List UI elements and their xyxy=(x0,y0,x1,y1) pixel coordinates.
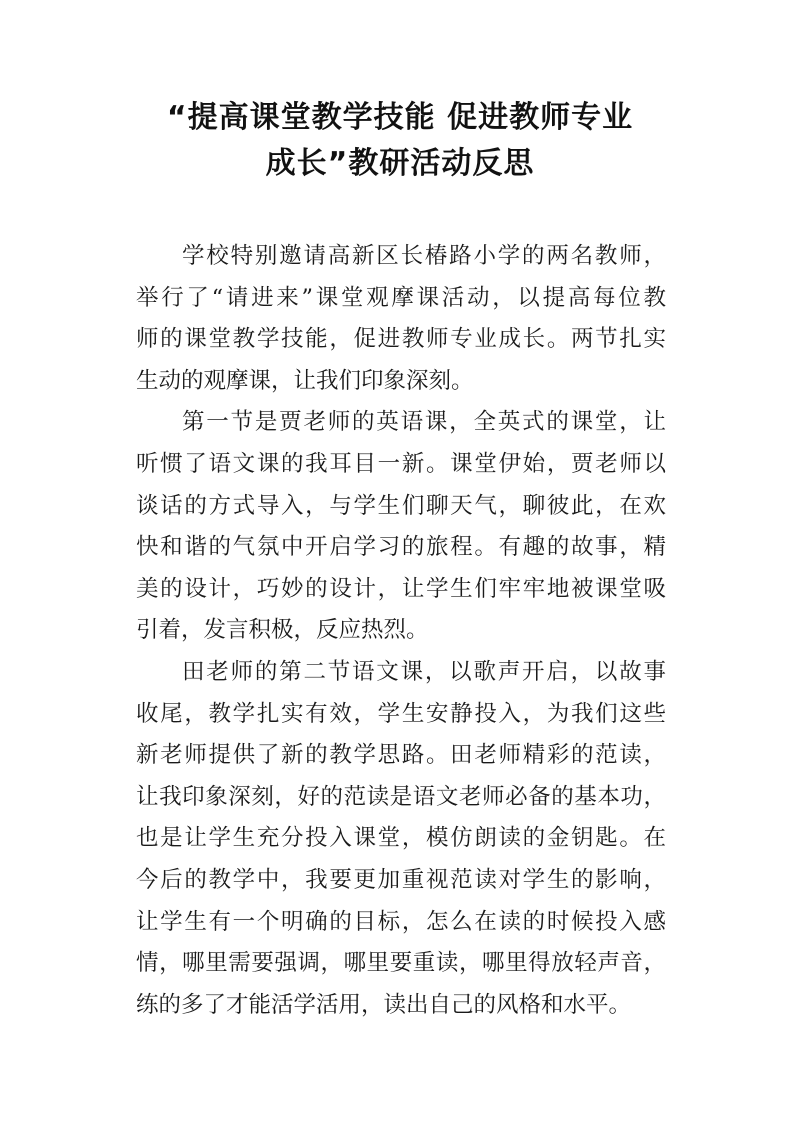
paragraph-line: 收尾，教学扎实有效，学生安静投入，为我们这些 xyxy=(136,700,666,727)
paragraph-2 xyxy=(136,402,666,652)
document-body xyxy=(136,236,666,1026)
paragraph-line: 让我印象深刻，好的范读是语文老师必备的基本功， xyxy=(136,783,666,810)
title-line-1: “提高课堂教学技能 促进教师专业 xyxy=(166,100,634,135)
paragraph-line: 第一节是贾老师的英语课，全英式的课堂，让 xyxy=(182,409,666,436)
paragraph-line: 听惯了语文课的我耳目一新。课堂伊始，贾老师以 xyxy=(136,450,666,477)
paragraph-line: 情，哪里需要强调，哪里要重读，哪里得放轻声音， xyxy=(136,950,666,977)
paragraph-1 xyxy=(136,236,666,402)
paragraph-line: 田老师的第二节语文课，以歌声开启，以故事 xyxy=(182,658,666,685)
paragraph-line: 今后的教学中，我要更加重视范读对学生的影响， xyxy=(136,866,666,893)
paragraph-line: 也是让学生充分投入课堂，模仿朗读的金钥匙。在 xyxy=(136,825,666,852)
paragraph-line: 引着，发言积极，反应热烈。 xyxy=(136,617,429,644)
paragraph-line: 让学生有一个明确的目标，怎么在读的时候投入感 xyxy=(136,908,666,935)
document-title xyxy=(100,95,700,187)
paragraph-line: 学校特别邀请高新区长椿路小学的两名教师， xyxy=(182,243,666,269)
title-line-2: 成长”教研活动反思 xyxy=(265,146,535,181)
paragraph-line: 生动的观摩课，让我们印象深刻。 xyxy=(136,367,474,394)
paragraph-line: 谈话的方式导入，与学生们聊天气，聊彼此，在欢 xyxy=(136,492,666,519)
paragraph-line: 快和谐的气氛中开启学习的旅程。有趣的故事，精 xyxy=(136,534,666,561)
paragraph-line: 师的课堂教学技能，促进教师专业成长。两节扎实 xyxy=(136,326,666,353)
paragraph-line: 举行了“请进来”课堂观摩课活动，以提高每位教 xyxy=(136,284,666,311)
paragraph-3 xyxy=(136,652,666,1026)
paragraph-line: 美的设计，巧妙的设计，让学生们牢牢地被课堂吸 xyxy=(136,575,666,602)
paragraph-line: 练的多了才能活学活用，读出自己的风格和水平。 xyxy=(136,991,632,1018)
paragraph-line: 新老师提供了新的教学思路。田老师精彩的范读， xyxy=(136,742,666,769)
